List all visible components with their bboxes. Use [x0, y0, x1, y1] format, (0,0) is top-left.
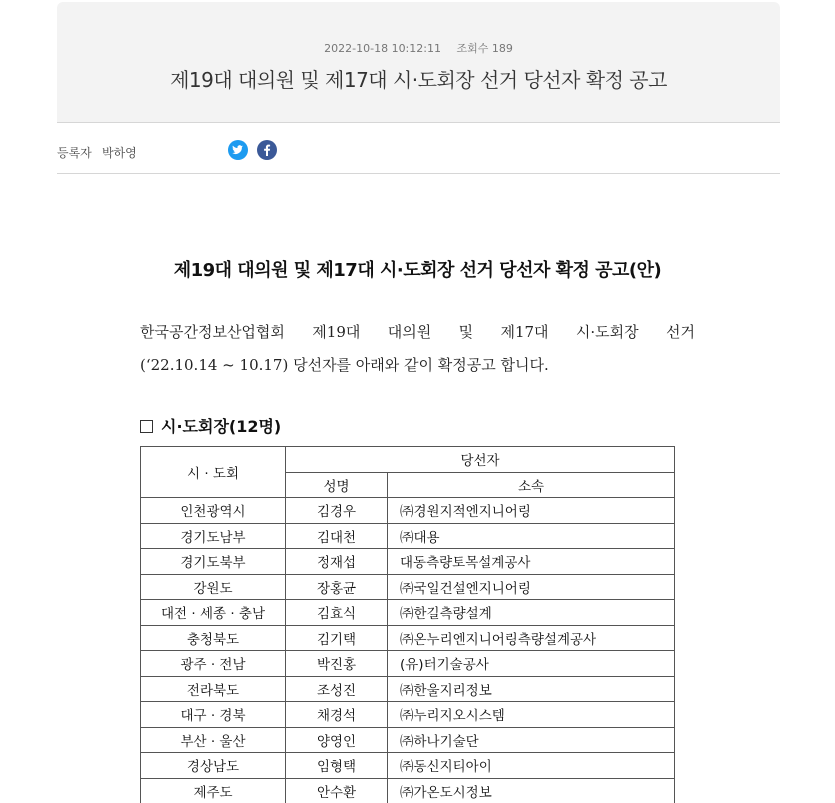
cell-name: 채경석 [286, 702, 388, 728]
table-header-row [141, 447, 675, 473]
cell-region: 대구 · 경북 [141, 702, 286, 728]
intro-line-2: (‘22.10.14 ~ 10.17) 당선자를 아래와 같이 확정공고 합니다. [140, 356, 549, 374]
author-row [57, 138, 780, 174]
header-affiliation: 소속 [388, 472, 675, 498]
intro-line-1: 한국공간정보산업협회 제19대 대의원 및 제17대 시·도회장 선거 [140, 323, 695, 341]
cell-region: 경상남도 [141, 753, 286, 779]
table-row [141, 600, 675, 626]
header-region: 시 · 도회 [141, 447, 286, 498]
post-meta [57, 40, 780, 56]
cell-region: 대전 · 세종 · 충남 [141, 600, 286, 626]
document-title: 제19대 대의원 및 제17대 시·도회장 선거 당선자 확정 공고(안) [173, 260, 662, 281]
section-heading [140, 414, 281, 437]
cell-region: 충청북도 [141, 625, 286, 651]
post-title: 제19대 대의원 및 제17대 시·도회장 선거 당선자 확정 공고 [170, 68, 667, 92]
checkbox-square-icon [140, 420, 153, 433]
cell-name: 조성진 [286, 676, 388, 702]
post-datetime: 2022-10-18 10:12:11 [324, 42, 441, 55]
table-row [141, 702, 675, 728]
cell-name: 김대천 [286, 523, 388, 549]
cell-name: 박진홍 [286, 651, 388, 677]
table-row [141, 727, 675, 753]
table-row [141, 574, 675, 600]
table-row [141, 651, 675, 677]
table-row [141, 778, 675, 803]
author-name: 박하영 [102, 146, 137, 160]
cell-name: 양영인 [286, 727, 388, 753]
cell-region: 광주 · 전남 [141, 651, 286, 677]
author-label: 등록자 [57, 146, 92, 160]
cell-region: 경기도남부 [141, 523, 286, 549]
post-views: 조회수 189 [456, 42, 513, 55]
cell-region: 부산 · 울산 [141, 727, 286, 753]
twitter-icon[interactable] [228, 140, 248, 160]
cell-affiliation: ㈜가온도시정보 [388, 778, 675, 803]
cell-region: 전라북도 [141, 676, 286, 702]
table-row [141, 549, 675, 575]
cell-name: 정재섭 [286, 549, 388, 575]
cell-name: 장홍균 [286, 574, 388, 600]
cell-region: 강원도 [141, 574, 286, 600]
cell-affiliation: 대동측량토목설계공사 [388, 549, 675, 575]
cell-affiliation: ㈜하나기술단 [388, 727, 675, 753]
cell-affiliation: ㈜대용 [388, 523, 675, 549]
section-title: 시·도회장(12명) [161, 417, 282, 436]
cell-name: 김효식 [286, 600, 388, 626]
cell-region: 인천광역시 [141, 498, 286, 524]
cell-affiliation: ㈜동신지티아이 [388, 753, 675, 779]
twitter-bird-glyph [228, 140, 248, 160]
cell-affiliation: ㈜한울지리정보 [388, 676, 675, 702]
cell-region: 경기도북부 [141, 549, 286, 575]
facebook-icon[interactable] [257, 140, 277, 160]
cell-affiliation: ㈜누리지오시스템 [388, 702, 675, 728]
table-row [141, 676, 675, 702]
table-row [141, 753, 675, 779]
cell-affiliation: ㈜국일건설엔지니어링 [388, 574, 675, 600]
table-row [141, 625, 675, 651]
results-table [140, 446, 675, 803]
table-row [141, 523, 675, 549]
cell-affiliation: ㈜경원지적엔지니어링 [388, 498, 675, 524]
cell-affiliation: ㈜한길측량설계 [388, 600, 675, 626]
cell-name: 안수환 [286, 778, 388, 803]
post-header [57, 2, 780, 123]
cell-name: 임형택 [286, 753, 388, 779]
cell-name: 김경우 [286, 498, 388, 524]
cell-affiliation: (유)터기술공사 [388, 651, 675, 677]
header-winner: 당선자 [286, 447, 675, 473]
cell-region: 제주도 [141, 778, 286, 803]
header-name: 성명 [286, 472, 388, 498]
cell-affiliation: ㈜온누리엔지니어링측량설계공사 [388, 625, 675, 651]
table-row [141, 498, 675, 524]
cell-name: 김기택 [286, 625, 388, 651]
facebook-f-glyph [257, 140, 277, 160]
